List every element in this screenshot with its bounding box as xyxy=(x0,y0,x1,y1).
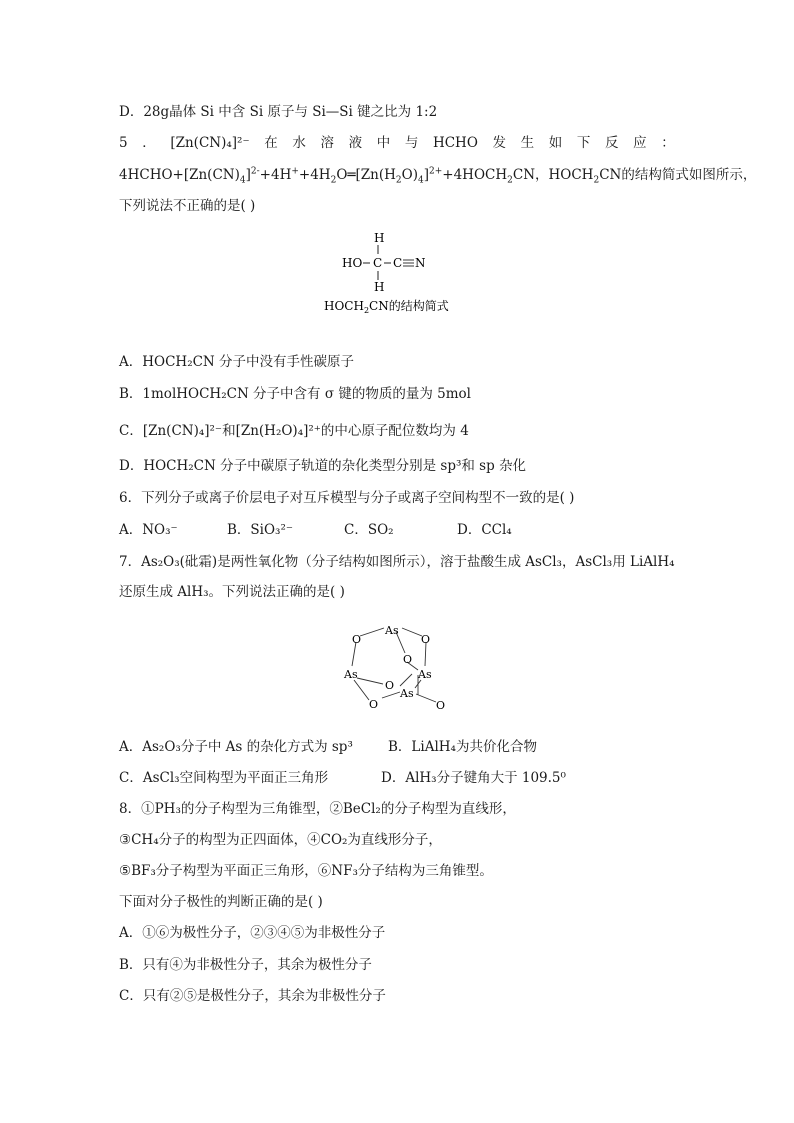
atom-o: O xyxy=(421,633,431,646)
eq-sub: 2 xyxy=(395,175,402,186)
q6-option-c: C．SO₂ xyxy=(344,522,394,538)
q5-word: ： xyxy=(661,135,675,151)
atom-h-bottom: H xyxy=(374,280,385,294)
atom-c2: C xyxy=(393,256,403,270)
question-8-ask: 下面对分子极性的判断正确的是( ) xyxy=(119,894,323,910)
as4o6-structure-figure xyxy=(336,620,456,720)
atom-ho: HO xyxy=(342,256,363,270)
q5-word: 与 xyxy=(404,135,419,151)
q8-option-a: A．①⑥为极性分子，②③④⑤为非极性分子 xyxy=(119,925,386,941)
eq-sub: 4 xyxy=(239,175,246,186)
question-8-line3: ⑤BF₃分子构型为平面正三角形，⑥NF₃分子结构为三角锥型。 xyxy=(119,863,493,879)
hoch2cn-structure-figure xyxy=(324,228,460,318)
eq-part: CN，HOCH xyxy=(512,167,594,183)
q5-word: [Zn(CN)₄]²⁻ xyxy=(170,135,250,151)
atom-as-right: As xyxy=(418,668,432,681)
q5-word: 应 xyxy=(633,135,647,151)
eq-part: CN的结构简式如图所示， xyxy=(599,167,757,183)
q6-option-a: A．NO₃⁻ xyxy=(119,522,178,538)
q5-word: 在 xyxy=(264,135,278,151)
eq-sup: 2+ xyxy=(429,166,443,177)
atom-as-bottom: As xyxy=(400,687,414,700)
eq-sub: 4 xyxy=(417,175,424,186)
q7-option-c-text: C．AsCl₃空间构型为平面正三角形 xyxy=(119,770,329,786)
q5-word: 生 xyxy=(520,135,535,151)
eq-sub: 2 xyxy=(330,175,337,186)
q5-option-b: B．1molHOCH₂CN 分子中含有 σ 键的物质的量为 5mol xyxy=(119,386,471,402)
question-7-stem-line1: 7．As₂O₃(砒霜)是两性氧化物（分子结构如图所示），溶于盐酸生成 AsCl₃，AsCl₃用 LiAlH₄ xyxy=(119,554,675,570)
q5-word: 发 xyxy=(492,135,507,151)
q7-option-d: D．AlH₃分子键角大于 109.5⁰ xyxy=(381,770,566,786)
q5-word: 5 xyxy=(119,135,128,151)
q5-word: 反 xyxy=(605,135,619,151)
q5-option-c: C．[Zn(CN)₄]²⁻和[Zn(H₂O)₄]²⁺的中心原子配位数均为 4 xyxy=(119,423,469,439)
eq-sup: + xyxy=(291,166,299,177)
q5-word: 溶 xyxy=(320,135,334,151)
q8-option-b: B．只有④为非极性分子，其余为极性分子 xyxy=(119,957,372,973)
eq-part: +4H xyxy=(298,167,331,183)
q7-option-a-text: A．As₂O₃分子中 As 的杂化方式为 sp³ xyxy=(119,739,353,755)
question-6-stem: 6．下列分子或离子价层电子对互斥模型与分子或离子空间构型不一致的是( ) xyxy=(119,490,575,506)
question-5-stem xyxy=(119,133,675,153)
eq-sup: 2- xyxy=(250,166,260,177)
eq-part: ] xyxy=(245,167,251,183)
atom-o: O xyxy=(369,698,379,711)
q5-option-d: D．HOCH₂CN 分子中碳原子轨道的杂化类型分别是 sp³和 sp 杂化 xyxy=(119,458,527,474)
eq-part: +4H xyxy=(259,167,292,183)
q7-option-b: B．LiAlH₄为共价化合物 xyxy=(388,739,537,755)
question-7-stem-line2: 还原生成 AlH₃。下列说法正确的是( ) xyxy=(119,584,345,600)
atom-as-left: As xyxy=(344,668,358,681)
atom-c1: C xyxy=(373,256,383,270)
q7-option-c xyxy=(119,768,566,788)
q6-option-d: D．CCl₄ xyxy=(457,522,512,538)
q5-word: 如 xyxy=(548,135,563,151)
q6-option-b: B．SiO₃²⁻ xyxy=(227,522,294,538)
eq-part: ] xyxy=(423,167,429,183)
option-d-previous: D．28g晶体 Si 中含 Si 原子与 Si—Si 键之比为 1:2 xyxy=(119,104,438,120)
question-5-ask: 下列说法不正确的是( ) xyxy=(119,198,256,214)
figure-caption: $HOCH_2CN$的结构简式 xyxy=(324,299,449,315)
atom-o: O xyxy=(436,699,446,712)
eq-sub: 2 xyxy=(507,175,513,186)
q7-option-a xyxy=(119,737,537,757)
q5-word: HCHO xyxy=(432,135,478,151)
eq-part: 4HCHO+[Zn(CN) xyxy=(119,167,240,183)
q5-option-a: A．HOCH₂CN 分子中没有手性碳原子 xyxy=(119,354,355,370)
q5-word: ． xyxy=(142,135,156,151)
question-8-line1: 8．①PH₃的分子构型为三角锥型，②BeCl₂的分子构型为直线形， xyxy=(119,801,516,817)
q5-word: 中 xyxy=(376,135,391,151)
q8-option-c: C．只有②⑤是极性分子，其余为非极性分子 xyxy=(119,988,386,1004)
atom-o: O xyxy=(352,633,362,646)
atom-as-top: As xyxy=(385,624,399,637)
question-6-options xyxy=(119,520,512,540)
atom-n: N xyxy=(415,256,426,270)
question-8-line2: ③CH₄分子的构型为正四面体，④CO₂为直线形分子， xyxy=(119,832,442,848)
atom-h-top: H xyxy=(374,231,385,245)
question-5-equation xyxy=(119,165,756,185)
eq-part: O═[Zn(H xyxy=(336,167,396,183)
eq-part: +4HOCH xyxy=(442,167,508,183)
q5-word: 液 xyxy=(348,135,363,151)
eq-part: O) xyxy=(401,167,418,183)
eq-sub: 2 xyxy=(593,175,600,186)
q5-word: 下 xyxy=(576,135,591,151)
q5-word: 水 xyxy=(292,135,306,151)
atom-o: O xyxy=(403,653,413,666)
atom-o: O xyxy=(385,679,395,692)
